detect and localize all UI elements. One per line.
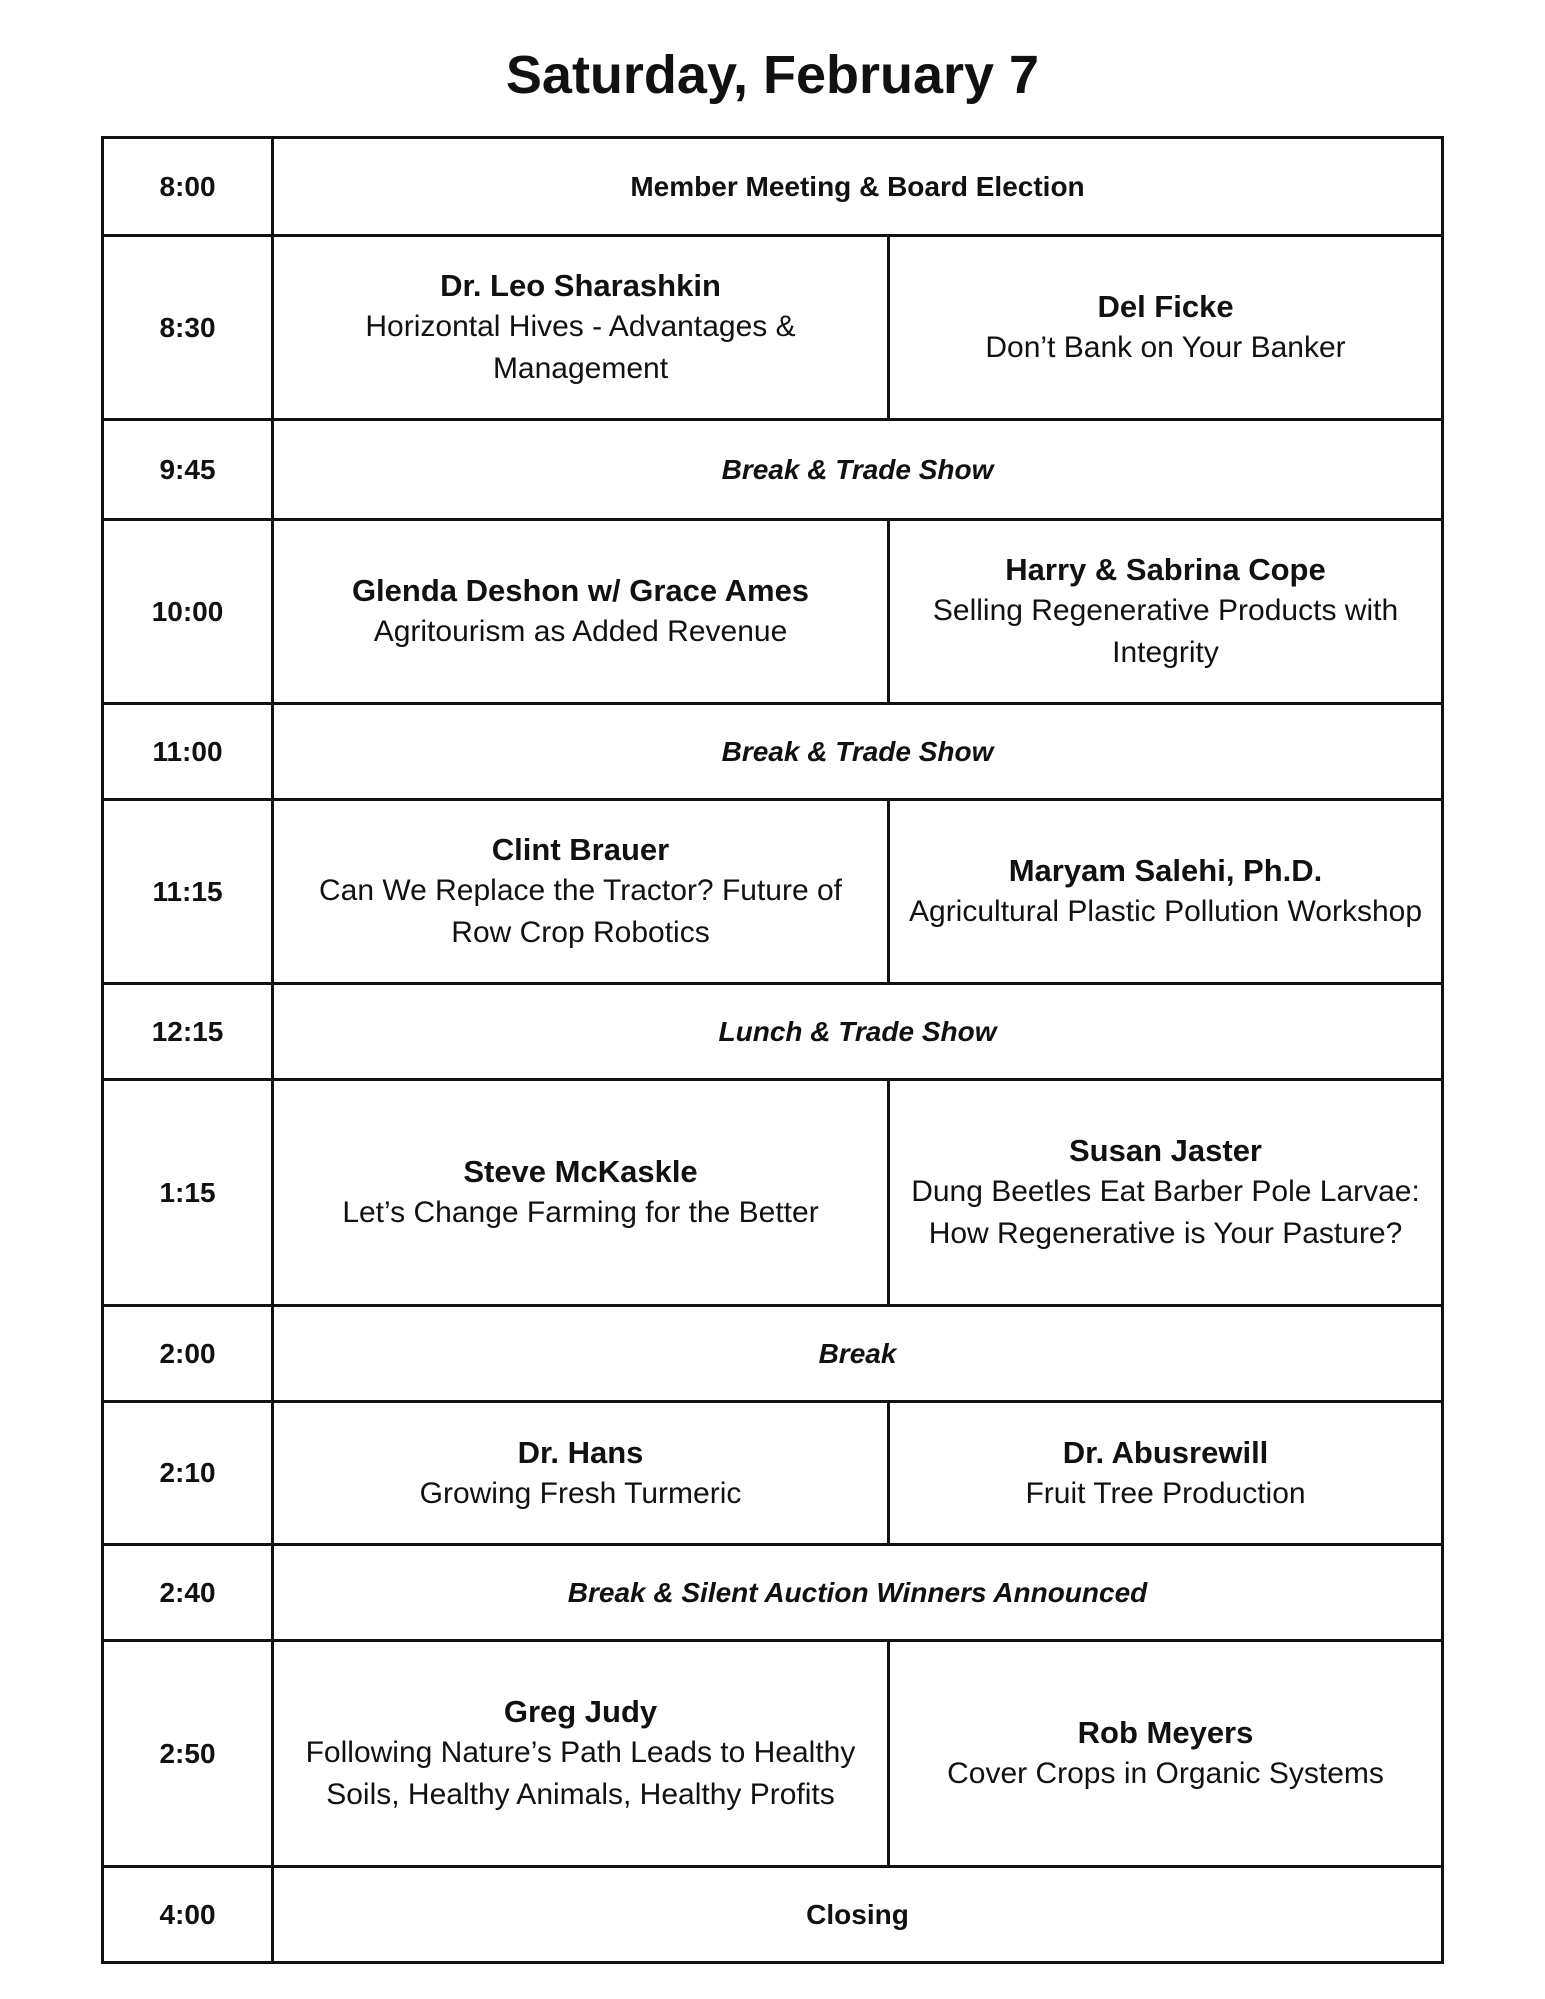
speaker-name: Clint Brauer xyxy=(491,832,670,867)
schedule-row xyxy=(103,1641,1443,1867)
time-cell: 11:15 xyxy=(103,800,273,984)
schedule-row xyxy=(103,236,1443,420)
schedule-row xyxy=(103,420,1443,520)
speaker-name: Maryam Salehi, Ph.D. xyxy=(1008,853,1323,888)
session-b xyxy=(889,1080,1443,1306)
talk-title: Let’s Change Farming for the Better xyxy=(342,1196,819,1229)
session-a xyxy=(273,1080,889,1306)
time-cell: 9:45 xyxy=(103,420,273,520)
talk-title: Growing Fresh Turmeric xyxy=(419,1476,742,1510)
schedule-row xyxy=(103,1080,1443,1306)
time-cell: 2:40 xyxy=(103,1545,273,1641)
session-b xyxy=(889,1402,1443,1545)
general-session: Lunch & Trade Show xyxy=(273,984,1443,1080)
time-cell: 8:00 xyxy=(103,138,273,236)
session-a xyxy=(273,1402,889,1545)
time-cell: 1:15 xyxy=(103,1080,273,1306)
schedule-row xyxy=(103,800,1443,984)
general-session: Break & Trade Show xyxy=(273,704,1443,800)
general-session: Closing xyxy=(273,1867,1443,1963)
session-b xyxy=(889,520,1443,704)
speaker-name: Dr. Leo Sharashkin xyxy=(440,268,721,303)
talk-title: Don’t Bank on Your Banker xyxy=(985,331,1346,364)
talk-title: Fruit Tree Production xyxy=(1025,1476,1306,1510)
schedule-row xyxy=(103,984,1443,1080)
general-session: Break xyxy=(273,1306,1443,1402)
schedule-row xyxy=(103,1867,1443,1963)
speaker-name: Susan Jaster xyxy=(1069,1133,1262,1168)
speaker-name: Harry & Sabrina Cope xyxy=(1005,552,1326,587)
speaker-name: Glenda Deshon w/ Grace Ames xyxy=(351,573,810,608)
talk-title: Agricultural Plastic Pollution Workshop xyxy=(909,895,1423,928)
general-session: Break & Trade Show xyxy=(273,420,1443,520)
session-a xyxy=(273,800,889,984)
session-b xyxy=(889,1641,1443,1867)
schedule-row xyxy=(103,1545,1443,1641)
schedule-row xyxy=(103,1306,1443,1402)
time-cell: 2:10 xyxy=(103,1402,273,1545)
time-cell: 2:00 xyxy=(103,1306,273,1402)
schedule-row xyxy=(103,520,1443,704)
session-a xyxy=(273,520,889,704)
time-cell: 2:50 xyxy=(103,1641,273,1867)
speaker-name: Rob Meyers xyxy=(1077,1715,1254,1750)
time-cell: 12:15 xyxy=(103,984,273,1080)
talk-title: Selling Regenerative Products with Integrity xyxy=(932,594,1399,669)
general-session: Member Meeting & Board Election xyxy=(273,138,1443,236)
time-cell: 11:00 xyxy=(103,704,273,800)
session-a xyxy=(273,236,889,420)
schedule-row xyxy=(103,138,1443,236)
speaker-name: Del Ficke xyxy=(1097,289,1234,324)
talk-title: Cover Crops in Organic Systems xyxy=(947,1757,1384,1790)
talk-title: Agritourism as Added Revenue xyxy=(373,615,788,648)
talk-title: Dung Beetles Eat Barber Pole Larvae: How Regenerative is Your Pasture? xyxy=(911,1175,1420,1250)
time-cell: 8:30 xyxy=(103,236,273,420)
general-session: Break & Silent Auction Winners Announced xyxy=(273,1545,1443,1641)
talk-title: Following Nature’s Path Leads to Healthy Soils, Healthy Animals, Healthy Profits xyxy=(305,1736,856,1811)
session-b xyxy=(889,236,1443,420)
schedule-row xyxy=(103,1402,1443,1545)
talk-title: Can We Replace the Tractor? Future of Row Crop Robotics xyxy=(318,874,843,949)
talk-title: Horizontal Hives - Advantages & Management xyxy=(365,310,796,385)
session-a xyxy=(273,1641,889,1867)
page-title: Saturday, February 7 xyxy=(505,45,1040,105)
schedule-row xyxy=(103,704,1443,800)
session-b xyxy=(889,800,1443,984)
speaker-name: Steve McKaskle xyxy=(463,1154,698,1189)
schedule-table xyxy=(101,136,1444,1964)
speaker-name: Dr. Hans xyxy=(517,1434,644,1470)
speaker-name: Dr. Abusrewill xyxy=(1062,1434,1269,1470)
time-cell: 10:00 xyxy=(103,520,273,704)
time-cell: 4:00 xyxy=(103,1867,273,1963)
speaker-name: Greg Judy xyxy=(503,1694,658,1729)
